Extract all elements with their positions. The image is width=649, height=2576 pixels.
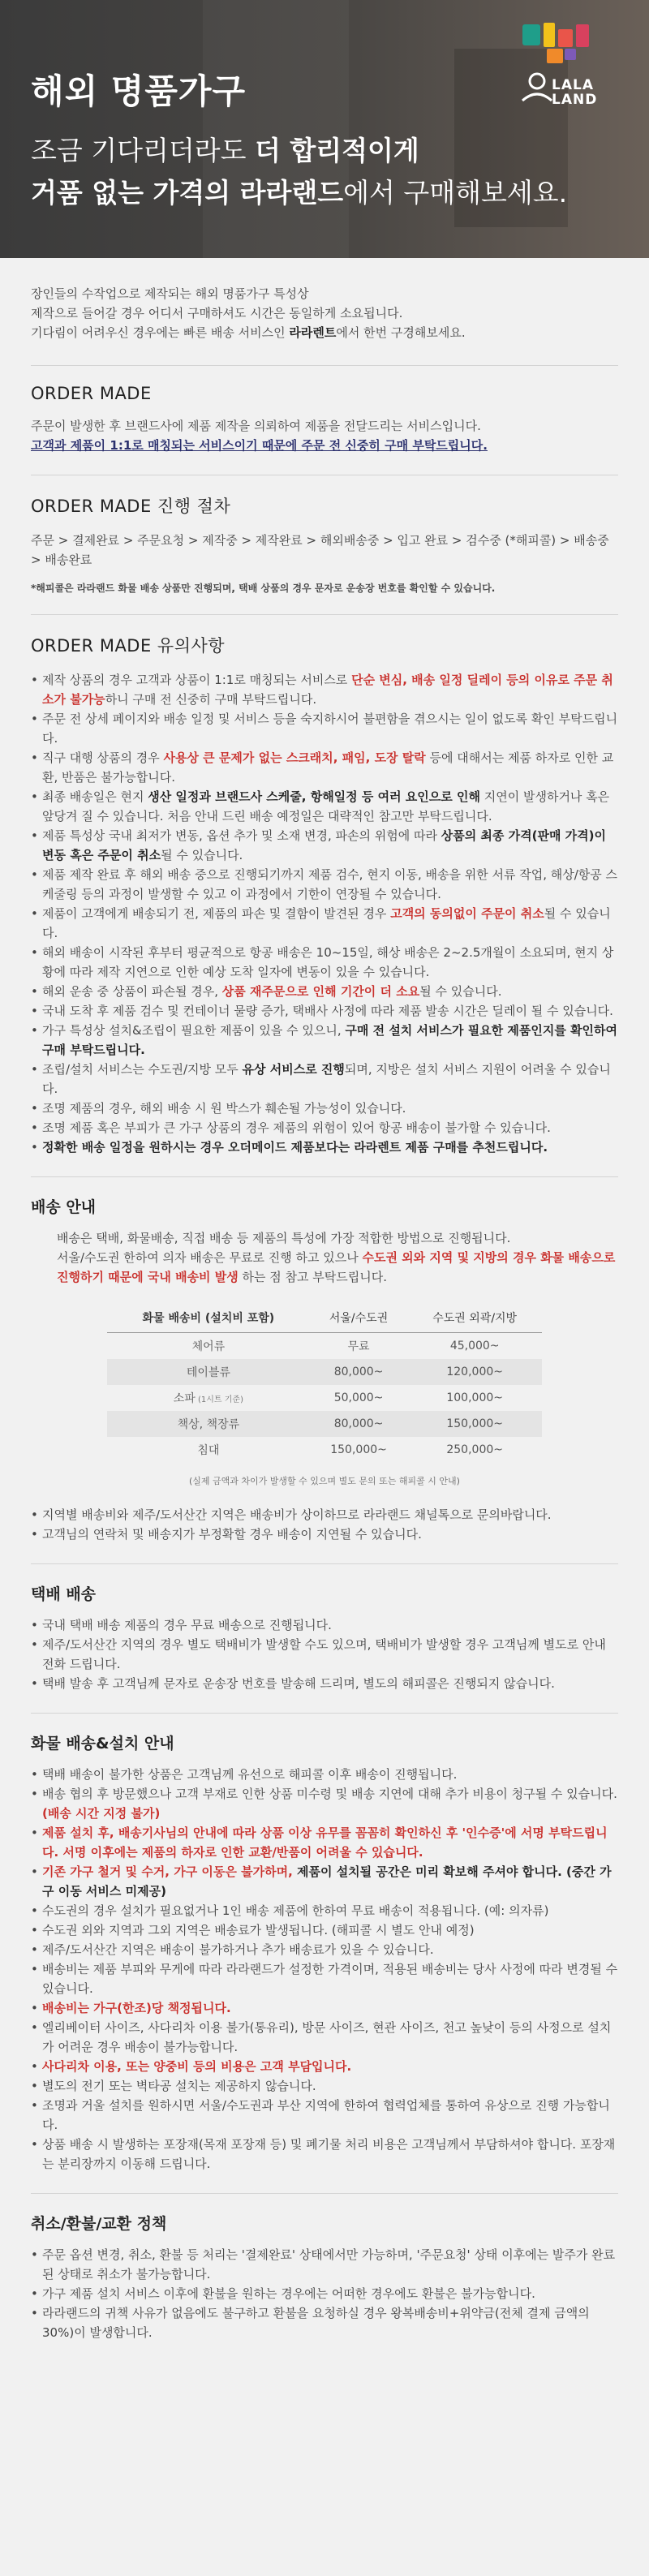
body-text: 지연이 발생하거나 혹은 앞당겨 질 수 있습니다. 처음 안내 드린 배송 예정일은 대략적인 참고만 부탁드립니다. xyxy=(42,789,610,824)
category-label: 체어류 xyxy=(191,1340,226,1353)
category-label: 소파 xyxy=(173,1392,196,1405)
page-title: 해외 명품가구 xyxy=(31,71,247,111)
highlight-bold-text: 구매 전 설치 서비스가 필요한 제품인지를 확인하여 구매 부탁드립니다. xyxy=(42,1023,618,1057)
table-header-row xyxy=(107,1303,542,1333)
body-text: 제주/도서산간 지역은 배송이 불가하거나 추가 배송료가 있을 수 있습니다. xyxy=(42,1942,434,1957)
hero-line2-bold: 거품 없는 가격의 라라랜드 xyxy=(31,177,344,209)
table-row xyxy=(107,1411,542,1437)
hero-line1-plain: 조금 기다리더라도 xyxy=(31,135,256,166)
shipping-text-line: 배송은 택배, 화물배송, 직접 배송 등 제품의 특성에 가장 적합한 방법으로 진행됩니다. xyxy=(57,1231,511,1245)
list-item xyxy=(31,1959,618,1998)
order-made-highlight: 고객과 제품이 1:1로 매칭되는 서비스이기 때문에 주문 전 신중히 구매 부탁드립니다. xyxy=(31,438,488,453)
table-cell-category xyxy=(107,1333,310,1360)
list-item xyxy=(31,865,618,904)
body-text: 가구 특성상 설치&조립이 필요한 제품이 있을 수 있으니, xyxy=(42,1023,346,1038)
shipping-fee-table xyxy=(107,1303,542,1463)
table-cell-category xyxy=(107,1385,310,1411)
table-cell-local: 100,000~ xyxy=(446,1391,503,1404)
highlight-red-text: 사다리차 이용, 또는 양중비 등의 비용은 고객 부담입니다. xyxy=(42,2059,352,2074)
list-item xyxy=(31,904,618,943)
list-item: • 지역별 배송비와 제주/도서산간 지역은 배송비가 상이하므로 라라랜드 채널톡으로 문의바랍니다. xyxy=(31,1505,618,1525)
body-text: 등에 대해서는 제품 하자로 인한 교환, 반품은 불가능합니다. xyxy=(42,750,614,785)
list-item xyxy=(31,1862,618,1901)
table-header: 화물 배송비 (설치비 포함) xyxy=(107,1303,310,1333)
hero-line1-bold: 더 합리적이게 xyxy=(255,135,419,166)
list-item xyxy=(31,787,618,826)
table-note: (실제 금액과 차이가 발생할 수 있으며 별도 문의 또는 해피콜 시 안내) xyxy=(189,1476,460,1486)
list-item: • 라라랜드의 귀책 사유가 없음에도 불구하고 환불을 요청하실 경우 왕복배송비+위약금(전체 결제 금액의 30%)이 발생합니다. xyxy=(31,2303,618,2342)
body-text: 수도권 외와 지역과 그외 지역은 배송료가 발생됩니다. (해피콜 시 별도 안내 예정) xyxy=(42,1923,475,1937)
table-cell-seoul: 150,000~ xyxy=(330,1443,387,1456)
list-item: • 가구 제품 설치 서비스 이후에 환불을 원하는 경우에는 어떠한 경우에도 환불은 불가능합니다. xyxy=(31,2284,618,2303)
order-made-desc: 주문이 발생한 후 브랜드사에 제품 제작을 의뢰하여 제품을 전달드리는 서비스입니다. xyxy=(31,419,481,433)
category-sub-label: (1시트 기준) xyxy=(195,1396,243,1404)
caution-list xyxy=(31,670,618,1157)
list-item xyxy=(31,1137,618,1157)
body-text: 택배 배송이 불가한 상품은 고객님께 유선으로 해피콜 이후 배송이 진행됩니다. xyxy=(42,1767,458,1782)
table-cell-seoul: 50,000~ xyxy=(333,1391,384,1404)
list-item xyxy=(31,1901,618,1920)
table-cell-category xyxy=(107,1411,310,1437)
body-text: 제작 상품의 경우 고객과 상품이 1:1로 매칭되는 서비스로 xyxy=(42,673,352,687)
body-text: 배송 협의 후 방문했으나 고객 부재로 인한 상품 미수령 및 배송 지연에 대해 추가 비용이 청구될 수 있습니다. xyxy=(42,1787,617,1801)
logo-text-line1: LALA xyxy=(552,77,594,93)
highlight-red-text: 고객의 동의없이 주문이 취소 xyxy=(390,906,544,921)
list-item xyxy=(31,1823,618,1862)
process-section xyxy=(31,475,618,615)
body-text: 되며, 지방은 설치 서비스 지원이 어려울 수 있습니다. xyxy=(42,1062,611,1096)
highlight-red-text: 사용상 큰 문제가 없는 스크래치, 패임, 도장 탈락 xyxy=(163,750,426,765)
list-item xyxy=(31,1099,618,1118)
freight-section xyxy=(31,1714,618,2194)
body-text: 최종 배송일은 현지 xyxy=(42,789,148,804)
parcel-list xyxy=(31,1615,618,1693)
category-label: 침대 xyxy=(197,1444,220,1457)
section-title: 배송 안내 xyxy=(31,1198,97,1216)
body-text: 해외 배송이 시작된 후부터 평균적으로 항공 배송은 10~15일, 해상 배송은 2~2.5개월이 소요되며, 현지 상황에 따라 제작 지연으로 인한 예상 도착 일자에 변동이 있을 수 있습니다. xyxy=(42,945,614,979)
logo-text-line2: LAND xyxy=(552,92,598,108)
shipping-section xyxy=(31,1177,618,1564)
list-item: • 국내 택배 배송 제품의 경우 무료 배송으로 진행됩니다. xyxy=(31,1615,618,1635)
shipping-text-line xyxy=(57,1248,618,1287)
table-row xyxy=(107,1385,542,1411)
highlight-red-text: 제품 설치 후, 배송기사님의 안내에 따라 상품 이상 유무를 꼼꼼히 확인하신 후 '인수증'에 서명 부탁드립니다. 서명 이후에는 제품의 하자로 인한 교환/반품이 어려울 수 있습니다. xyxy=(42,1826,608,1860)
list-item xyxy=(31,1998,618,2018)
highlight-bold-text: 정확한 배송 일정을 원하시는 경우 오더메이드 제품보다는 라라렌트 제품 구매를 추천드립니다. xyxy=(42,1140,548,1155)
order-made-section xyxy=(31,366,618,475)
refund-section xyxy=(31,2194,618,2362)
order-made-text xyxy=(31,416,618,455)
section-title: 취소/환불/교환 정책 xyxy=(31,2215,167,2233)
content xyxy=(0,258,649,2362)
list-item xyxy=(31,1021,618,1060)
table-row xyxy=(107,1359,542,1385)
category-label: 책상, 책장류 xyxy=(177,1418,240,1431)
list-item xyxy=(31,1920,618,1940)
body-text: 될 수 있습니다. xyxy=(419,984,502,999)
list-item xyxy=(31,2057,618,2076)
table-row xyxy=(107,1437,542,1463)
body-text: 조명과 거울 설치를 원하시면 서울/수도권과 부산 지역에 한하여 협력업체를 통하여 유상으로 진행 가능합니다. xyxy=(42,2098,610,2132)
body-text: 제품 제작 완료 후 해외 배송 중으로 진행되기까지 제품 검수, 현지 이동, 배송을 위한 서류 작업, 해상/항공 스케줄링 등의 과정이 발생할 수 있고 이 과정에서 기한이 연장될 수 있습니다. xyxy=(42,867,617,901)
shipping-text-plain: 서울/수도권 한하여 의자 배송은 무료로 진행 하고 있으나 xyxy=(57,1250,363,1265)
table-header: 수도권 외곽/지방 xyxy=(407,1303,542,1333)
body-text: 제품 특성상 국내 최저가 변동, 옵션 추가 및 소재 변경, 파손의 위험에 따라 xyxy=(42,828,441,843)
intro-line: 제작으로 들어갈 경우 어디서 구매하셔도 시간은 동일하게 소요됩니다. xyxy=(31,306,403,320)
list-item xyxy=(31,748,618,787)
body-text: 될 수 있습니다. xyxy=(42,906,611,940)
intro-line: 장인들의 수작업으로 제작되는 해외 명품가구 특성상 xyxy=(31,286,309,301)
list-item: • 주문 옵션 변경, 취소, 환불 등 처리는 '결제완료' 상태에서만 가능하며, '주문요청' 상태 이후에는 발주가 완료된 상태로 취소가 불가능합니다. xyxy=(31,2245,618,2284)
body-text: 직구 대행 상품의 경우 xyxy=(42,750,164,765)
table-cell-local: 120,000~ xyxy=(407,1359,542,1385)
logo-text xyxy=(552,78,597,107)
body-text: 엘리베이터 사이즈, 사다리차 이용 불가(통유리), 방문 사이즈, 현관 사이즈, 천고 높낮이 등의 사정으로 설치가 어려운 경우 배송이 불가능합니다. xyxy=(42,2020,612,2054)
body-text: 주문 전 상세 페이지와 배송 일정 및 서비스 등을 숙지하시어 불편함을 겪으시는 일이 없도록 확인 부탁드립니다. xyxy=(42,712,618,746)
list-item xyxy=(31,1118,618,1137)
body-text: 별도의 전기 또는 벽타공 설치는 제공하지 않습니다. xyxy=(42,2079,316,2093)
intro-text: 기다림이 어려우신 경우에는 빠른 배송 서비스인 xyxy=(31,325,290,340)
table-cell-local: 150,000~ xyxy=(407,1411,542,1437)
body-text: 제품이 고객에게 배송되기 전, 제품의 파손 및 결함이 발견된 경우 xyxy=(42,906,391,921)
highlight-bold-text: 제품이 설치될 공간은 미리 확보해 주셔야 합니다. (중간 가구 이동 서비스 미제공) xyxy=(42,1864,612,1899)
highlight-red-text: 기존 가구 철거 및 수거, 가구 이동은 불가하며, xyxy=(42,1864,293,1879)
shipping-text-red: 수도권 외와 지역 및 지방의 경우 화물 배송으로 진행하기 때문에 국내 배송비 발생 xyxy=(57,1250,616,1284)
body-text: 상품 배송 시 발생하는 포장재(목재 포장재 등) 및 폐기물 처리 비용은 고객님께서 부담하셔야 합니다. 포장재는 분리장까지 이동해 드립니다. xyxy=(42,2137,616,2171)
list-item xyxy=(31,1765,618,1784)
body-text: 조명 제품의 경우, 해외 배송 시 원 박스가 훼손될 가능성이 있습니다. xyxy=(42,1101,406,1116)
table-cell-category xyxy=(107,1359,310,1385)
shipping-text xyxy=(31,1228,618,1287)
hero-banner xyxy=(0,0,649,258)
body-text: 수도권의 경우 설치가 필요없거나 1인 배송 제품에 한하여 무료 배송이 적용됩니다. (예: 의자류) xyxy=(42,1903,549,1918)
intro-highlight: 라라렌트 xyxy=(289,325,337,340)
list-item: • 고객님의 연락처 및 배송지가 부정확할 경우 배송이 지연될 수 있습니다. xyxy=(31,1525,618,1544)
highlight-bold-text: 상품의 최종 가격(판매 가격)이 변동 혹은 주문이 취소 xyxy=(42,828,606,862)
body-text: 될 수 있습니다. xyxy=(161,848,243,862)
list-item xyxy=(31,1001,618,1021)
hero-line2-plain: 에서 구매해보세요. xyxy=(343,177,568,209)
highlight-red-text: 배송비는 가구(한조)당 책정됩니다. xyxy=(42,2001,231,2015)
table-cell-seoul: 80,000~ xyxy=(310,1359,408,1385)
highlight-red-text: 단순 변심, 배송 일정 딜레이 등의 이유로 주문 취소가 불가능 xyxy=(42,673,613,707)
shipping-notes xyxy=(31,1505,618,1544)
highlight-red-text: (배송 시간 지정 불가) xyxy=(42,1806,161,1821)
body-text: 조명 제품 혹은 부피가 큰 가구 상품의 경우 제품의 위험이 있어 항공 배송이 불가할 수 있습니다. xyxy=(42,1120,551,1135)
body-text: 해외 운송 중 상품이 파손될 경우, xyxy=(42,984,222,999)
list-item xyxy=(31,982,618,1001)
refund-list xyxy=(31,2245,618,2342)
highlight-bold-text: 유상 서비스로 진행 xyxy=(242,1062,345,1077)
body-text: 하니 구매 전 신중히 구매 부탁드립니다. xyxy=(105,692,317,707)
hero-bg-shape xyxy=(203,0,349,258)
list-item: • 제주/도서산간 지역의 경우 별도 택배비가 발생할 수도 있으며, 택배비가 발생할 경우 고객님께 별도로 안내 전화 드립니다. xyxy=(31,1635,618,1674)
list-item xyxy=(31,1940,618,1959)
process-steps: 주문 > 결제완료 > 주문요청 > 제작중 > 제작완료 > 해외배송중 > 입고 완료 > 검수중 (*해피콜) > 배송중 > 배송완료 xyxy=(31,533,609,567)
list-item xyxy=(31,1784,618,1823)
list-item xyxy=(31,1060,618,1099)
table-cell-local: 45,000~ xyxy=(449,1340,500,1353)
list-item xyxy=(31,826,618,865)
body-text: 조립/설치 서비스는 수도권/지방 모두 xyxy=(42,1062,243,1077)
parcel-section xyxy=(31,1564,618,1714)
intro-section xyxy=(31,258,618,366)
list-item xyxy=(31,943,618,982)
section-title: 택배 배송 xyxy=(31,1585,97,1603)
section-title: 화물 배송&설치 안내 xyxy=(31,1735,174,1752)
process-note: *해피콜은 라라랜드 화물 배송 상품만 진행되며, 택배 상품의 경우 문자로 운송장 번호를 확인할 수 있습니다. xyxy=(31,583,496,594)
list-item xyxy=(31,2018,618,2057)
caution-section xyxy=(31,615,618,1177)
highlight-red-text: 상품 재주문으로 인해 기간이 더 소요 xyxy=(221,984,420,999)
list-item: • 택배 발송 후 고객님께 문자로 운송장 번호를 발송해 드리며, 별도의 해피콜은 진행되지 않습니다. xyxy=(31,1674,618,1693)
body-text: 배송비는 제품 부피와 무게에 따라 라라랜드가 설정한 가격이며, 적용된 배송비는 당사 사정에 따라 변경될 수 있습니다. xyxy=(42,1962,618,1996)
body-text: 국내 도착 후 제품 검수 및 컨테이너 물량 증가, 택배사 사정에 따라 제품 발송 시간은 딜레이 될 수 있습니다. xyxy=(42,1004,613,1018)
table-body xyxy=(107,1333,542,1464)
intro-line xyxy=(31,323,618,342)
table-row xyxy=(107,1333,542,1360)
table-header: 서울/수도권 xyxy=(310,1303,408,1333)
table-cell-seoul: 무료 xyxy=(347,1340,370,1353)
section-title: ORDER MADE 진행 절차 xyxy=(31,497,231,516)
list-item xyxy=(31,2135,618,2174)
section-title: ORDER MADE xyxy=(31,384,152,403)
freight-list xyxy=(31,1765,618,2174)
list-item xyxy=(31,709,618,748)
list-item xyxy=(31,2076,618,2096)
table-cell-category xyxy=(107,1437,310,1463)
shipping-text-plain: 하는 점 참고 부탁드립니다. xyxy=(238,1270,387,1284)
category-label: 테이블류 xyxy=(186,1366,230,1379)
table-cell-local: 250,000~ xyxy=(446,1443,503,1456)
list-item xyxy=(31,2096,618,2135)
table-cell-seoul: 80,000~ xyxy=(310,1411,408,1437)
list-item xyxy=(31,670,618,709)
hero-subtitle xyxy=(31,130,567,214)
section-title: ORDER MADE 유의사항 xyxy=(31,636,226,656)
intro-text: 에서 한번 구경해보세요. xyxy=(336,325,466,340)
highlight-bold-text: 생산 일정과 브랜드사 스케줄, 항해일정 등 여러 요인으로 인해 xyxy=(148,789,480,804)
